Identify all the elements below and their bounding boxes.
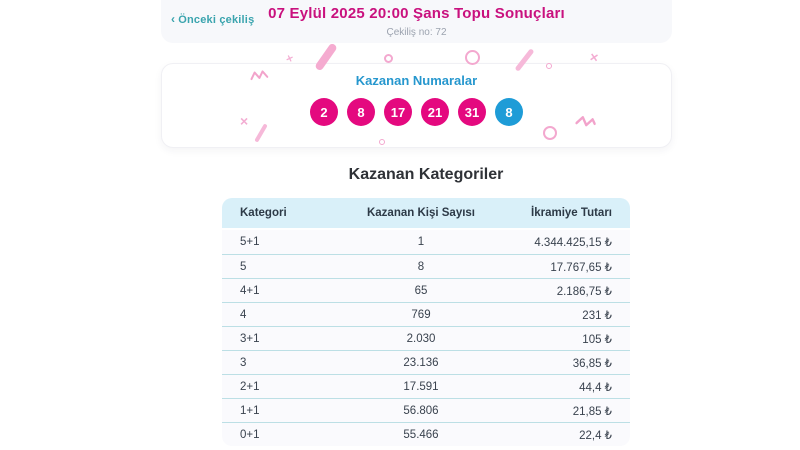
winning-numbers-row: [162, 98, 671, 129]
confetti-x-icon: ×: [284, 52, 295, 66]
categories-table: [222, 198, 630, 446]
category-cell: 4+1: [240, 284, 260, 297]
prize-cell: 105 ₺: [582, 333, 612, 346]
lottery-ball: 21: [421, 98, 449, 126]
category-cell: 3: [240, 356, 247, 369]
table-row: [222, 326, 630, 350]
category-cell: 3+1: [240, 332, 260, 345]
table-row: [222, 350, 630, 374]
table-row: [222, 422, 630, 446]
winners-cell: 8: [417, 260, 425, 273]
table-row: [222, 302, 630, 326]
prize-cell: 21,85 ₺: [572, 405, 612, 418]
table-row: [222, 278, 630, 302]
confetti-ring-icon: [384, 54, 393, 63]
category-cell: 1+1: [240, 404, 260, 417]
winners-cell: 56.806: [403, 404, 439, 417]
chevron-left-icon: ‹: [171, 12, 176, 26]
winning-numbers-heading: Kazanan Numaralar: [355, 73, 478, 88]
table-row: [222, 230, 630, 254]
lottery-plus-ball: 8: [495, 98, 523, 126]
prize-cell: 231 ₺: [582, 309, 612, 322]
prize-cell: 22,4 ₺: [579, 429, 612, 442]
winners-cell: 17.591: [403, 380, 439, 393]
table-header-row: [222, 198, 630, 228]
winners-cell: 769: [411, 308, 431, 321]
category-cell: 4: [240, 308, 247, 321]
confetti-x-icon: ×: [588, 48, 600, 66]
winners-cell: 1: [417, 236, 425, 248]
lottery-ball: 17: [384, 98, 412, 126]
winners-cell: 23.136: [403, 356, 439, 369]
column-header-kisi-sayisi: Kazanan Kişi Sayısı: [366, 207, 476, 219]
table-row: [222, 374, 630, 398]
column-header-ikramiye: İkramiye Tutarı: [531, 207, 612, 219]
prize-cell: 2.186,75 ₺: [556, 285, 612, 298]
category-cell: 5+1: [240, 236, 260, 248]
draw-number: Çekiliş no: 72: [386, 27, 447, 38]
previous-draw-label: Önceki çekiliş: [178, 14, 255, 26]
table-row: [222, 254, 630, 278]
prize-cell: 44,4 ₺: [579, 381, 612, 394]
category-cell: 2+1: [240, 380, 260, 393]
lottery-ball: 31: [458, 98, 486, 126]
prize-cell: 4.344.425,15 ₺: [534, 237, 612, 249]
category-cell: 0+1: [240, 428, 260, 441]
categories-heading: Kazanan Kategoriler: [348, 166, 504, 183]
page-title: 07 Eylül 2025 20:00 Şans Topu Sonuçları: [268, 5, 565, 22]
winners-cell: 2.030: [406, 332, 436, 345]
prize-cell: 17.767,65 ₺: [550, 261, 612, 274]
lottery-ball: 2: [310, 98, 338, 126]
column-header-kategori: Kategori: [240, 207, 287, 219]
confetti-x-icon: ×: [240, 113, 249, 129]
winners-cell: 65: [414, 284, 428, 297]
results-header-card: [161, 0, 672, 43]
winners-cell: 55.466: [403, 428, 439, 441]
category-cell: 5: [240, 260, 247, 273]
prize-cell: 36,85 ₺: [572, 357, 612, 370]
winning-numbers-card: [161, 63, 672, 148]
lottery-ball: 8: [347, 98, 375, 126]
table-row: [222, 398, 630, 422]
